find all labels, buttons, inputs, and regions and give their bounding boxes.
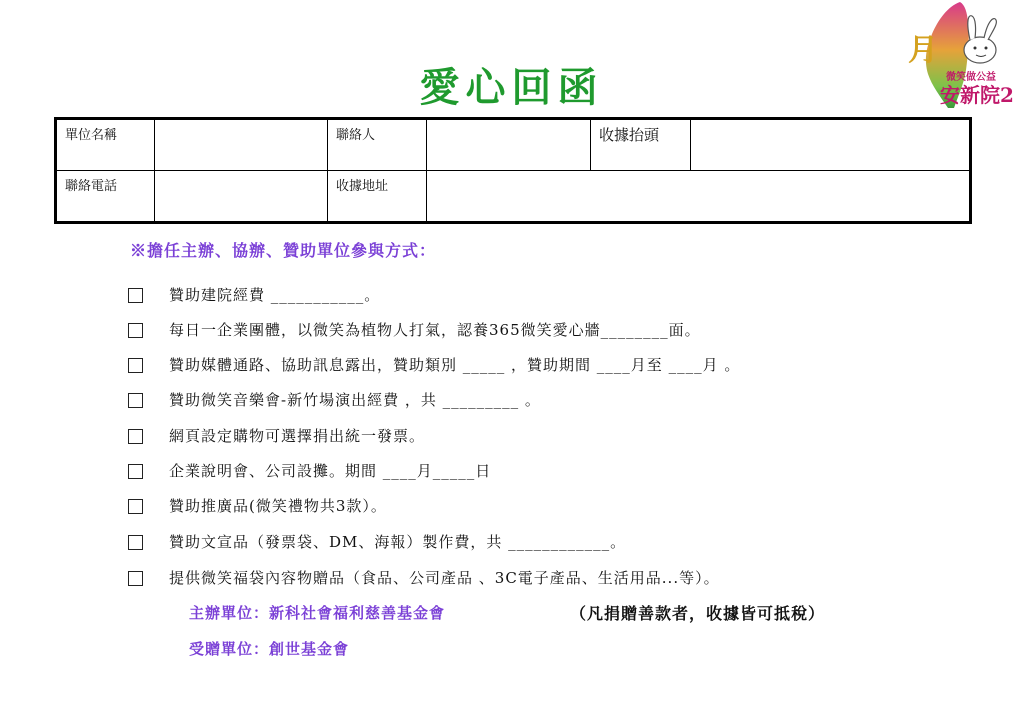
- option-text: 贊助媒體通路、協助訊息露出，贊助類別 _____ ，贊助期間 ____月至 ____月 。: [169, 356, 741, 374]
- taiwan-map-logo-icon: [898, 0, 1023, 112]
- option-text: 贊助建院經費 ___________。: [169, 286, 381, 304]
- phone-label: 聯絡電話: [56, 171, 155, 223]
- contact-form-table: [54, 117, 972, 224]
- checkbox[interactable]: [128, 323, 143, 338]
- page-title: 愛心回函: [419, 64, 604, 111]
- checkbox[interactable]: [128, 499, 143, 514]
- option-text: 每日一企業團體，以微笑為植物人打氣，認養365微笑愛心牆________面。: [169, 321, 701, 339]
- unit-name-field[interactable]: [155, 119, 328, 171]
- tax-note: （凡捐贈善款者，收據皆可抵稅）: [570, 604, 826, 623]
- organizer-text: 主辦單位：新科社會福利慈善基金會: [189, 604, 446, 622]
- checkbox[interactable]: [128, 535, 143, 550]
- option-text: 贊助推廣品(微笑禮物共3款）。: [169, 497, 387, 515]
- option-text: 贊助文宣品（發票袋、DM、海報）製作費，共 ____________。: [169, 533, 627, 551]
- option-text: 贊助微笑音樂會-新竹場演出經費 ，共 _________ 。: [169, 391, 541, 409]
- svg-text:月: 月: [908, 33, 938, 68]
- contact-field[interactable]: [427, 119, 591, 171]
- phone-field[interactable]: [155, 171, 328, 223]
- receipt-title-label: 收據抬頭: [591, 119, 691, 171]
- svg-text:微笑做公益: 微笑做公益: [946, 72, 996, 83]
- checkbox[interactable]: [128, 288, 143, 303]
- option-text: 企業說明會、公司設攤。期間 ____月_____日: [169, 462, 492, 480]
- checkbox[interactable]: [128, 571, 143, 586]
- option-text: 提供微笑福袋內容物贈品（食品、公司產品 、3C電子產品、生活用品...等）。: [169, 569, 720, 587]
- checkbox[interactable]: [128, 393, 143, 408]
- logo: [898, 0, 1023, 112]
- checkbox[interactable]: [128, 429, 143, 444]
- unit-name-label: 單位名稱: [56, 119, 155, 171]
- receipt-title-field[interactable]: [691, 119, 971, 171]
- receipt-address-label: 收據地址: [328, 171, 427, 223]
- checkbox[interactable]: [128, 358, 143, 373]
- svg-text:安新院2: 安新院2: [940, 83, 1014, 107]
- option-text: 網頁設定購物可選擇捐出統一發票。: [169, 427, 426, 445]
- checkbox[interactable]: [128, 464, 143, 479]
- recipient-text: 受贈單位：創世基金會: [189, 640, 350, 658]
- receipt-address-field[interactable]: [427, 171, 971, 223]
- participation-heading: ※擔任主辦、協辦、贊助單位參與方式：: [130, 241, 437, 260]
- contact-label: 聯絡人: [328, 119, 427, 171]
